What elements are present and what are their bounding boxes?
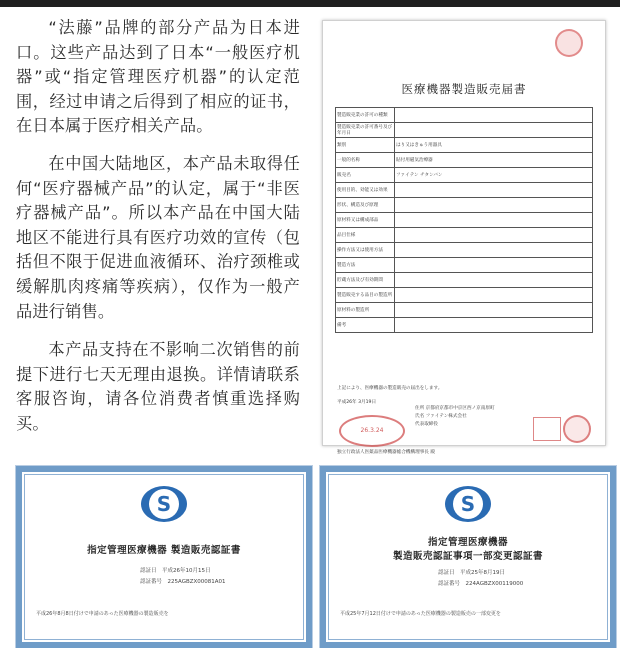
return-paragraph: 本产品支持在不影响二次销售的前提下进行七天无理由退换。详情请联系客服咨询，请各位消费者慎重选择购买。 xyxy=(16,340,300,433)
form-row xyxy=(336,273,593,288)
top-bar xyxy=(0,0,620,7)
receipt-stamp: 26.3.24 xyxy=(339,415,405,447)
form-row-value xyxy=(395,183,593,198)
form-row xyxy=(336,243,593,258)
certificate-title: 医療機器製造販売届書 xyxy=(401,82,527,96)
form-row xyxy=(336,258,593,273)
form-row-label: 操作方法又は使用方法 xyxy=(336,243,395,258)
form-row xyxy=(336,213,593,228)
form-row-label: 製造販売業の許可番号及び年月日 xyxy=(336,123,395,138)
seal-icon xyxy=(555,29,583,57)
form-row xyxy=(336,168,593,183)
form-row-label: 使用目的、効能又は効果 xyxy=(336,183,395,198)
form-row-label: 製造販売する品目の製造所 xyxy=(336,288,395,303)
registration-certificate xyxy=(322,20,606,455)
form-row xyxy=(336,183,593,198)
form-row-value xyxy=(395,213,593,228)
certification-left-meta: 認証日 平成26年10月15日 認証番号 225AGBZX00081A01 xyxy=(140,568,226,585)
form-row xyxy=(336,303,593,318)
certificate-declaration: 上記により、医療機器の製造販売の届出をします。 xyxy=(337,386,443,391)
certification-right-title-1: 指定管理医療機器 xyxy=(427,537,508,548)
applicant-representative: 代表取締役 xyxy=(415,422,438,427)
applicant-company: 氏名 ファイテン株式会社 xyxy=(415,414,467,419)
form-row-label: 原材料の製造所 xyxy=(336,303,395,318)
form-row xyxy=(336,198,593,213)
certification-left xyxy=(16,466,312,648)
form-row xyxy=(336,318,593,333)
form-row-value xyxy=(395,303,593,318)
certification-logo-icon: S xyxy=(141,486,187,522)
applicant-address: 住所 京都府京都市中京区西ノ京南原町 xyxy=(415,406,495,411)
form-row-value: はり又はきゅう用器具 xyxy=(395,138,593,153)
form-row-label: 一般的名称 xyxy=(336,153,395,168)
company-seal-icon xyxy=(533,417,561,441)
certification-right-title-2: 製造販売認証事項一部変更認証書 xyxy=(392,551,543,562)
form-row xyxy=(336,153,593,168)
form-row-label: 形状、構造及び原理 xyxy=(336,198,395,213)
form-row-label: 販売名 xyxy=(336,168,395,183)
form-row xyxy=(336,288,593,303)
certificate-date: 平成26年 3月19日 xyxy=(337,400,377,405)
certification-logo-icon: S xyxy=(445,486,491,522)
certificate-form xyxy=(335,107,593,333)
form-row xyxy=(336,138,593,153)
form-row-value xyxy=(395,123,593,138)
form-row-label: 貯蔵方法及び有効期間 xyxy=(336,273,395,288)
form-row-label: 原材料又は構成部品 xyxy=(336,213,395,228)
form-row-label: 品目仕様 xyxy=(336,228,395,243)
form-row xyxy=(336,228,593,243)
mainland-paragraph: 在中国大陆地区，本产品未取得任何“医疗器械产品”的认定，属于“非医疗器械产品”。所以本产品在中国大陆地区不能进行具有医疗功效的宣传（包括但不限于促进血液循环、治疗颈椎或缓解肌肉疼痛等疾病），仅作为一般产品进行销售。 xyxy=(16,154,300,321)
certification-right-note: 平成25年7月12日付けで申請のあった医療機器の製造販売の一部変更を xyxy=(340,611,501,617)
form-row-value: ファイテン チタンバン xyxy=(395,168,593,183)
form-row-label: 類別 xyxy=(336,138,395,153)
certification-right xyxy=(320,466,616,648)
certification-left-note: 平成26年8月8日付けで申請のあった医療機器の製造販売を xyxy=(36,611,169,617)
form-row-value xyxy=(395,258,593,273)
form-row-value xyxy=(395,318,593,333)
certification-right-meta: 認証日 平成25年8月19日 認証番号 224AGBZX00119000 xyxy=(438,570,524,587)
form-row xyxy=(336,123,593,138)
representative-seal-icon xyxy=(563,415,591,443)
form-row-value: 貼付用磁気治療器 xyxy=(395,153,593,168)
form-row-label: 製造販売業の許可の種類 xyxy=(336,108,395,123)
certificate-receiver: 独立行政法人医薬品医療機器総合機構理事長 殿 xyxy=(337,450,435,455)
form-row-value xyxy=(395,228,593,243)
form-row-value xyxy=(395,198,593,213)
form-row-label: 備考 xyxy=(336,318,395,333)
form-row-value xyxy=(395,108,593,123)
form-row-value xyxy=(395,273,593,288)
form-row-value xyxy=(395,243,593,258)
certification-left-title: 指定管理医療機器 製造販売認証書 xyxy=(87,545,241,556)
form-row-label: 製造方法 xyxy=(336,258,395,273)
form-row-value xyxy=(395,288,593,303)
form-row xyxy=(336,108,593,123)
intro-paragraph: “法藤”品牌的部分产品为日本进口。这些产品达到了日本“一般医疗机器”或“指定管理医疗机器”的认定范围，经过申请之后得到了相应的证书，在日本属于医疗相关产品。 xyxy=(16,18,300,136)
